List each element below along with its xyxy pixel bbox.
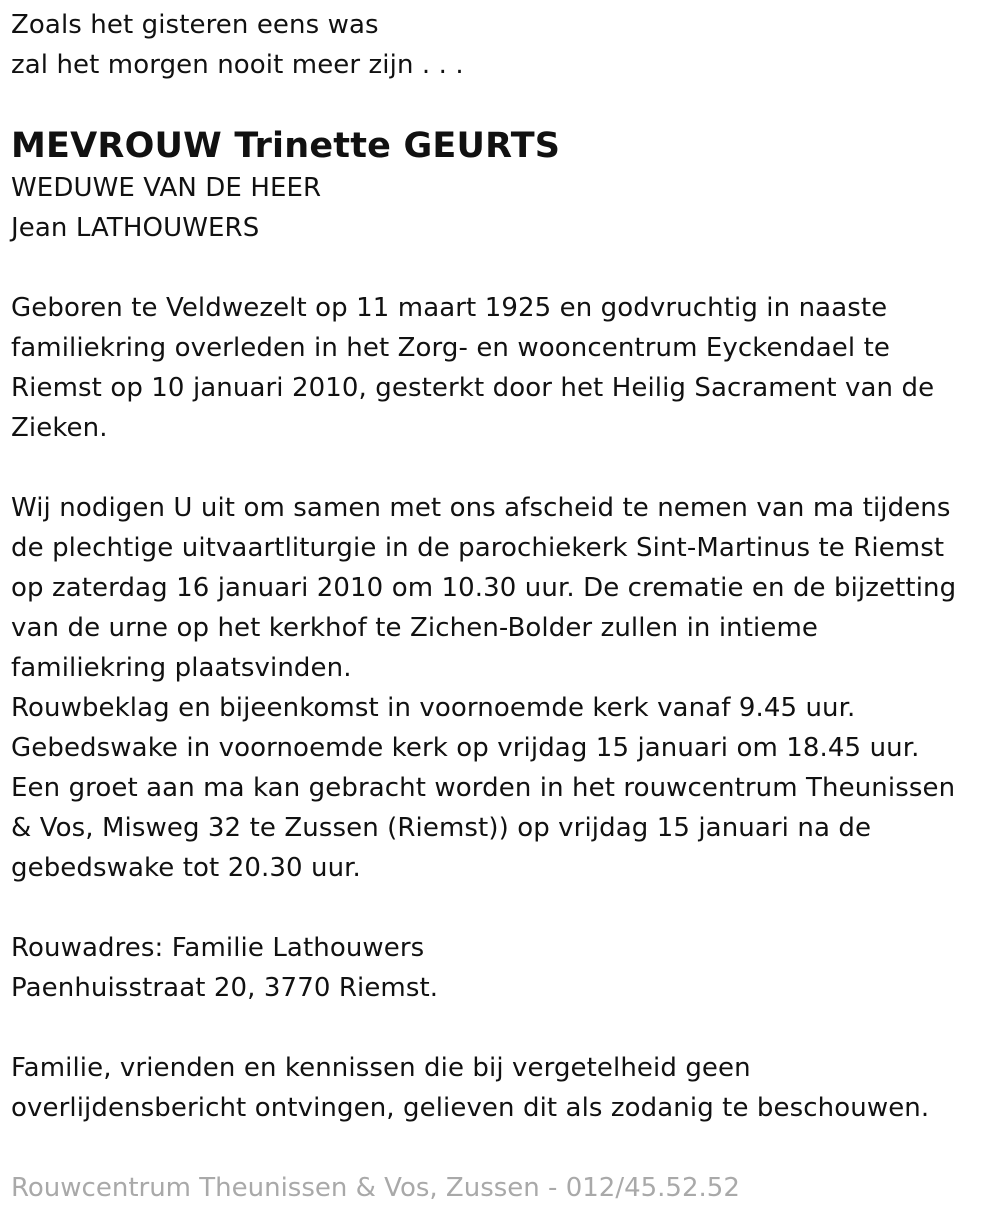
address-line: Paenhuisstraat 20, 3770 Riemst. [11, 973, 439, 1003]
motto [11, 5, 996, 85]
paragraph-line: van de urne op het kerkhof te Zichen-Bolder zullen in intieme [11, 613, 818, 643]
funeral-home-footer: Rouwcentrum Theunissen & Vos, Zussen - 012/45.52.52 [11, 1173, 740, 1203]
paragraph-line: Gebedswake in voornoemde kerk op vrijdag 15 januari om 18.45 uur. [11, 733, 920, 763]
paragraph-line: op zaterdag 16 januari 2010 om 10.30 uur. De crematie en de bijzetting [11, 573, 957, 603]
paragraph-line: Een groet aan ma kan gebracht worden in het rouwcentrum Theunissen [11, 773, 956, 803]
paragraph-line: Zieken. [11, 413, 108, 443]
notice-line: overlijdensbericht ontvingen, gelieven dit als zodanig te beschouwen. [11, 1093, 930, 1123]
obituary-document [11, 0, 996, 1208]
paragraph-line: Rouwbeklag en bijeenkomst in voornoemde kerk vanaf 9.45 uur. [11, 693, 856, 723]
notice-line: Familie, vrienden en kennissen die bij vergetelheid geen [11, 1053, 751, 1083]
mourning-address [11, 928, 996, 1008]
deceased-name: MEVROUW Trinette GEURTS [11, 126, 561, 166]
address-line: Rouwadres: Familie Lathouwers [11, 933, 425, 963]
paragraph-line: familiekring plaatsvinden. [11, 653, 352, 683]
paragraph-line: Geboren te Veldwezelt op 11 maart 1925 en godvruchtig in naaste [11, 293, 888, 323]
motto-line: Zoals het gisteren eens was [11, 10, 379, 40]
paragraph-line: de plechtige uitvaartliturgie in de parochiekerk Sint-Martinus te Riemst [11, 533, 945, 563]
notice-paragraph [11, 1048, 996, 1128]
paragraph-line: familiekring overleden in het Zorg- en wooncentrum Eyckendael te [11, 333, 890, 363]
ceremony-paragraph [11, 488, 996, 888]
spouse-name: Jean LATHOUWERS [11, 213, 260, 243]
relation-text: WEDUWE VAN DE HEER [11, 173, 322, 203]
paragraph-line: gebedswake tot 20.30 uur. [11, 853, 361, 883]
paragraph-line: Riemst op 10 januari 2010, gesterkt door het Heilig Sacrament van de [11, 373, 935, 403]
paragraph-line: & Vos, Misweg 32 te Zussen (Riemst)) op vrijdag 15 januari na de [11, 813, 872, 843]
spouse-info [11, 168, 996, 248]
birth-death-paragraph [11, 288, 996, 448]
motto-line: zal het morgen nooit meer zijn . . . [11, 50, 464, 80]
paragraph-line: Wij nodigen U uit om samen met ons afscheid te nemen van ma tijdens [11, 493, 951, 523]
